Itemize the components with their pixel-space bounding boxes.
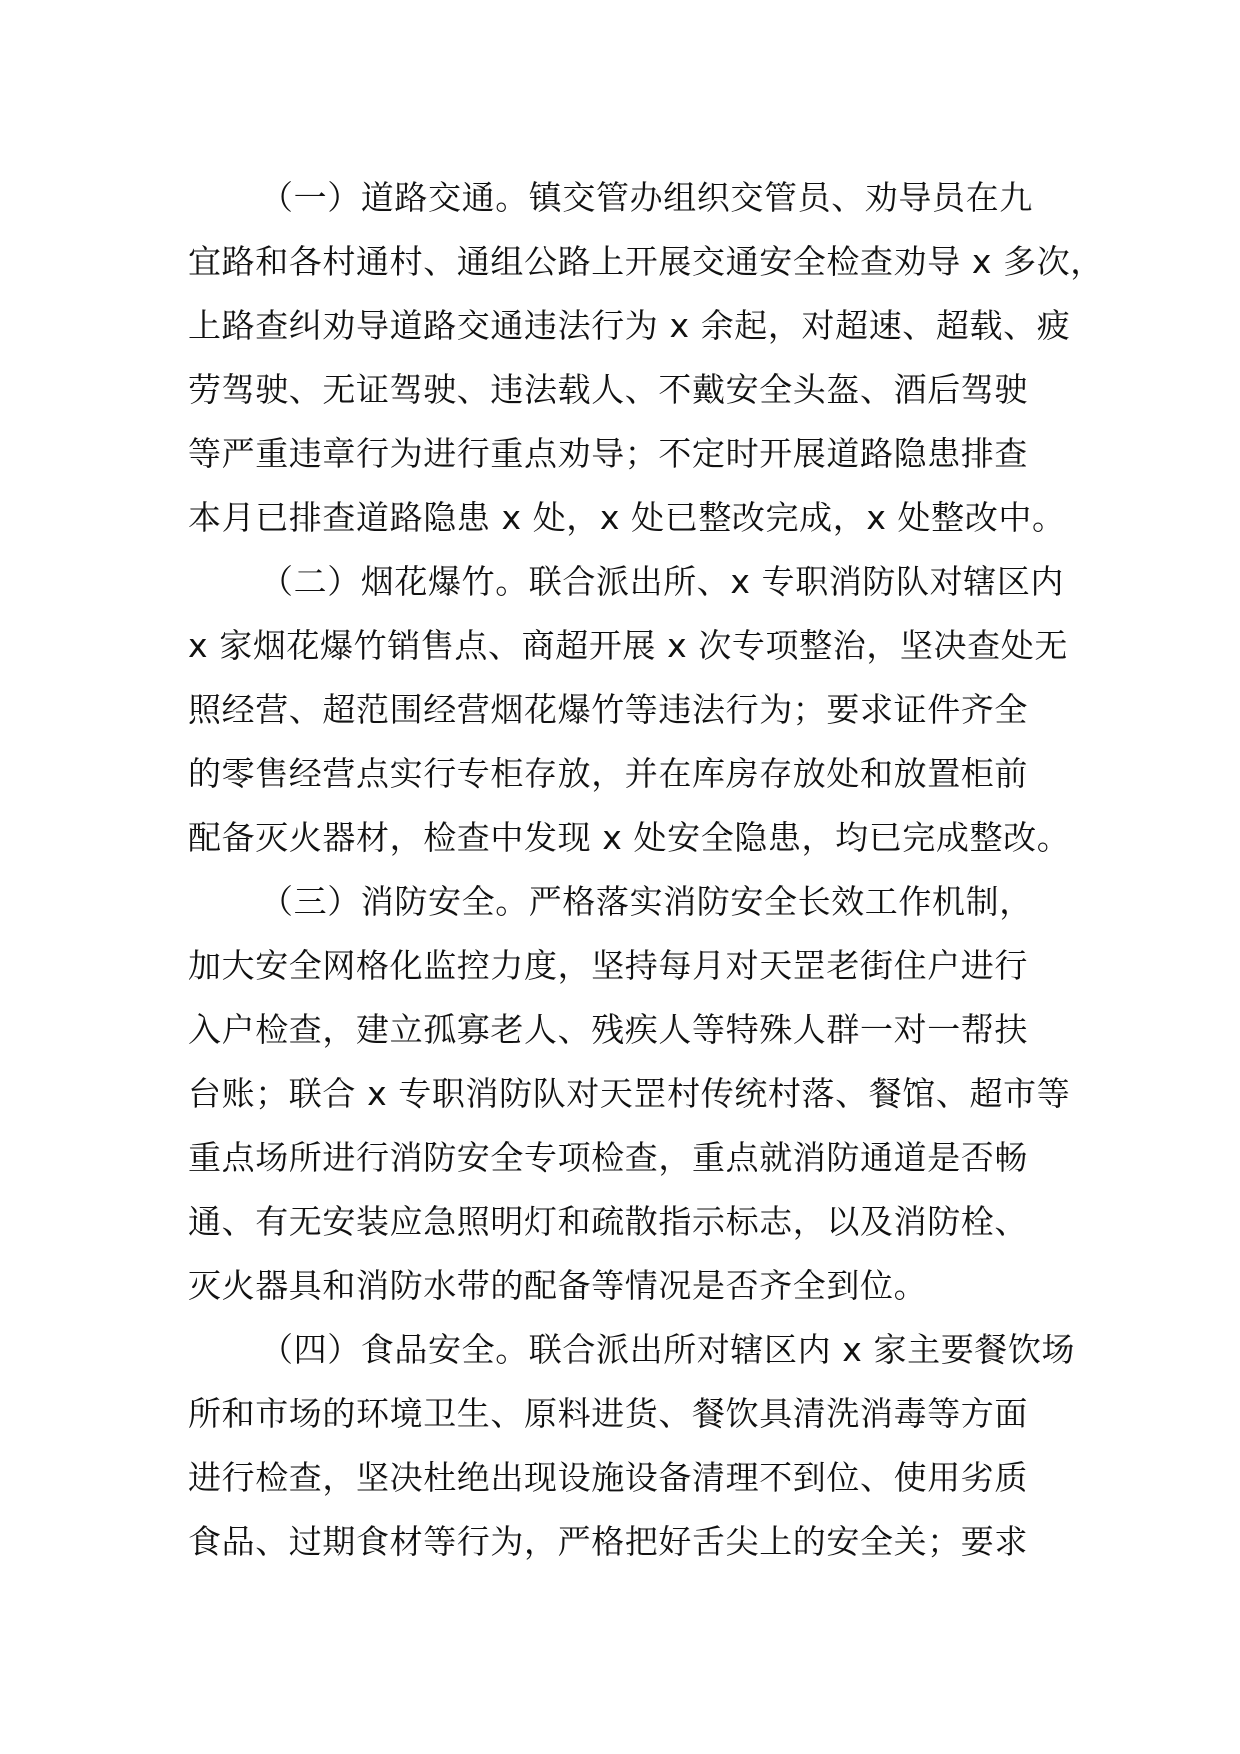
text-line: 的零售经营点实行专柜存放，并在库房存放处和放置柜前 (188, 754, 1028, 793)
text-line: 本月已排查道路隐患 x 处，x 处已整改完成，x 处整改中。 (188, 498, 1066, 537)
paragraph-fire-safety-heading-line: （三）消防安全。严格落实消防安全长效工作机制， (260, 882, 1033, 921)
text-line: 所和市场的环境卫生、原料进货、餐饮具清洗消毒等方面 (188, 1394, 1028, 1433)
text-line: 上路查纠劝导道路交通违法行为 x 余起，对超速、超载、疲 (188, 306, 1071, 345)
text-line: 入户检查，建立孤寡老人、残疾人等特殊人群一对一帮扶 (188, 1010, 1028, 1049)
text-line: 进行检查，坚决杜绝出现设施设备清理不到位、使用劣质 (188, 1458, 1028, 1497)
document-body (188, 166, 1104, 1574)
text-line: 劳驾驶、无证驾驶、违法载人、不戴安全头盔、酒后驾驶 (188, 370, 1028, 409)
text-line: 台账；联合 x 专职消防队对天罡村传统村落、餐馆、超市等 (188, 1074, 1071, 1113)
text-line: 食品、过期食材等行为，严格把好舌尖上的安全关；要求 (188, 1522, 1028, 1561)
paragraph-food-safety-heading-line: （四）食品安全。联合派出所对辖区内 x 家主要餐饮场 (260, 1330, 1076, 1369)
text-line: 配备灭火器材，检查中发现 x 处安全隐患，均已完成整改。 (188, 818, 1071, 857)
paragraph-road-traffic-heading-line: （一）道路交通。镇交管办组织交管员、劝导员在九 (260, 178, 1033, 217)
paragraph-fireworks-heading-line: （二）烟花爆竹。联合派出所、x 专职消防队对辖区内 (260, 562, 1065, 601)
text-line: 通、有无安装应急照明灯和疏散指示标志，以及消防栓、 (188, 1202, 1028, 1241)
text-line: 加大安全网格化监控力度，坚持每月对天罡老街住户进行 (188, 946, 1028, 985)
text-line: 重点场所进行消防安全专项检查，重点就消防通道是否畅 (188, 1138, 1028, 1177)
text-line: 照经营、超范围经营烟花爆竹等违法行为；要求证件齐全 (188, 690, 1028, 729)
text-line: x 家烟花爆竹销售点、商超开展 x 次专项整治，坚决查处无 (188, 626, 1068, 665)
text-line: 等严重违章行为进行重点劝导；不定时开展道路隐患排查 (188, 434, 1028, 473)
text-line: 灭火器具和消防水带的配备等情况是否齐全到位。 (188, 1266, 928, 1305)
text-line: 宜路和各村通村、通组公路上开展交通安全检查劝导 x 多次， (188, 242, 1104, 281)
